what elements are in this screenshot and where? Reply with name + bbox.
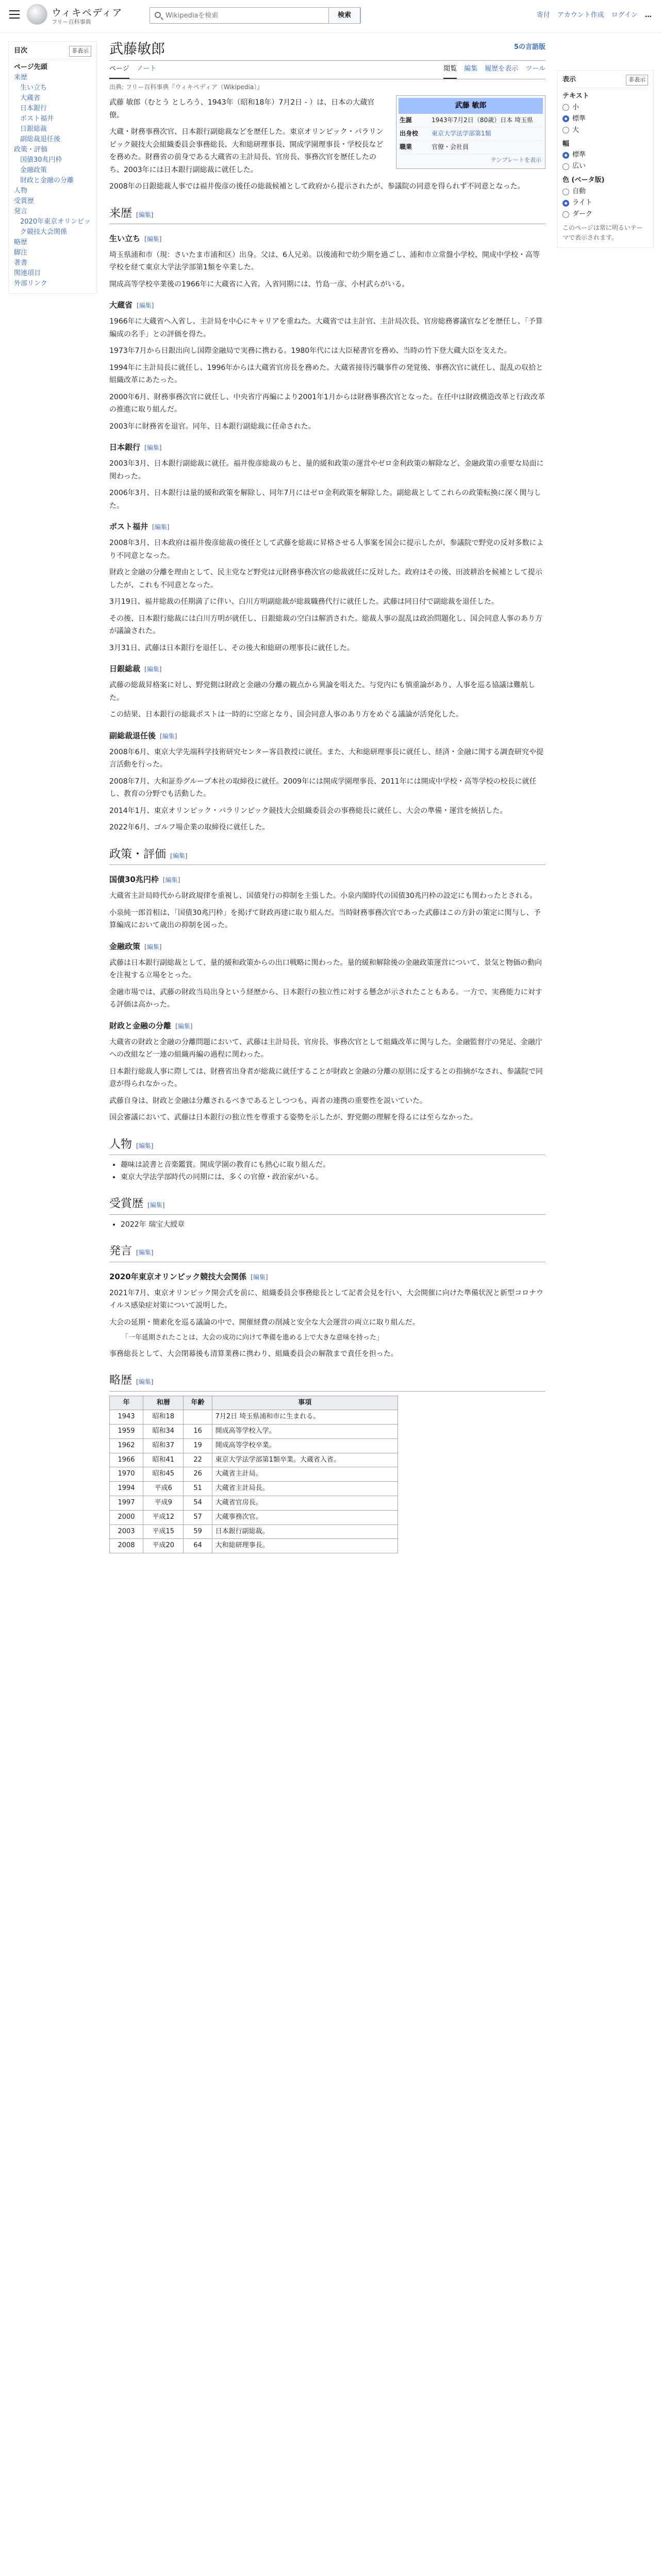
body-paragraph: 3月31日、武藤は日本銀行を退任し、その後大和総研の理事長に就任した。 bbox=[109, 643, 354, 652]
table-cell: 2000 bbox=[110, 1510, 143, 1524]
radio-label: ダーク bbox=[572, 210, 593, 218]
edit-label[interactable]: 編集 bbox=[162, 732, 175, 740]
heading-text: 人物 bbox=[109, 1138, 133, 1151]
section-heading-policy bbox=[109, 845, 545, 865]
table-cell: 大蔵省主計局長。 bbox=[212, 1482, 398, 1496]
table-cell: 1962 bbox=[110, 1438, 143, 1453]
main-menu-icon[interactable] bbox=[9, 10, 20, 19]
toc-item[interactable]: 外部リンク bbox=[14, 279, 47, 287]
radio-icon[interactable] bbox=[562, 163, 569, 170]
table-cell: 59 bbox=[184, 1524, 212, 1539]
table-cell: 東京大学法学部第1類卒業。大蔵省入省。 bbox=[212, 1453, 398, 1467]
color-auto[interactable] bbox=[562, 186, 648, 197]
tab-tools[interactable]: ツール bbox=[525, 65, 545, 73]
table-row bbox=[110, 1425, 398, 1439]
section-heading-statements bbox=[109, 1242, 545, 1262]
edit-section-link[interactable]: [編集] bbox=[136, 1249, 154, 1257]
body-paragraph: 武藤は日本銀行副総裁として、量的緩和政策からの出口戦略に関わった。量的緩和解除後の金融政策運営について、景気と物価の動向を注視する立場をとった。 bbox=[109, 958, 542, 980]
table-cell: 54 bbox=[184, 1496, 212, 1511]
section-heading-timeline bbox=[109, 1371, 545, 1391]
section-heading-monetary bbox=[109, 940, 545, 953]
width-label: 幅 bbox=[562, 140, 570, 148]
table-cell: 大和総研理事長。 bbox=[212, 1539, 398, 1553]
table-cell: 2008 bbox=[110, 1539, 143, 1553]
toc-item[interactable]: 脚注 bbox=[14, 248, 28, 257]
section-heading-mof bbox=[109, 299, 545, 311]
edit-label[interactable]: 編集 bbox=[253, 1273, 266, 1281]
body-paragraph: 開成高等学校卒業後の1966年に大蔵省に入省。入省同期には、竹島一彦、小村武らがいる。 bbox=[109, 280, 409, 289]
toc-item[interactable]: 関連項目 bbox=[14, 269, 41, 277]
table-row bbox=[110, 1496, 398, 1511]
edit-section-link[interactable]: [編集] bbox=[144, 943, 162, 951]
section-heading-birth bbox=[109, 232, 545, 245]
body-paragraph: 武藤自身は、財政と金融は分離されるべきであるとしつつも、両者の連携の重要性を説いていた。 bbox=[109, 1096, 427, 1105]
table-cell: 大蔵省主計局。 bbox=[212, 1467, 398, 1482]
toc-list bbox=[14, 62, 91, 289]
heading-text: 副総裁退任後 bbox=[109, 731, 156, 740]
lead-paragraph: 大蔵・財務事務次官、日本銀行副総裁などを歴任した。東京オリンピック・パラリンピック競技大会組織委員会事務総長、大和総研理事長、開成学園理事長・学校長などを務めた。財務省の前身である大蔵省の主計局長、官房長、事務次官を歴任したのち、2003年には日本銀行副総裁に就任した。 bbox=[109, 128, 384, 174]
radio-label: ライト bbox=[572, 199, 592, 207]
page-subtitle: 出典: フリー百科事典『ウィキペディア（Wikipedia）』 bbox=[109, 83, 263, 91]
table-cell: 昭和37 bbox=[143, 1438, 184, 1453]
section-heading-post bbox=[109, 520, 545, 533]
table-cell: 1997 bbox=[110, 1496, 143, 1511]
table-cell: 日本銀行副総裁。 bbox=[212, 1524, 398, 1539]
table-cell: 大蔵事務次官。 bbox=[212, 1510, 398, 1524]
template-link[interactable]: テンプレートを表示 bbox=[490, 157, 541, 164]
body-paragraph: 大蔵省主計局時代から財政規律を重視し、国債発行の抑制を主張した。小泉内閣時代の国債30兆円枠の設定にも関わったとされる。 bbox=[109, 892, 537, 901]
body-paragraph: 2021年7月、東京オリンピック開会式を前に、組織委員会事務総長として記者会見を行い、大会開催に向けた準備状況と新型コロナウイルス感染症対策について説明した。 bbox=[109, 1289, 543, 1310]
toc-item[interactable]: 日銀総裁 bbox=[20, 125, 47, 133]
tab-article[interactable]: ページ bbox=[109, 61, 129, 79]
heading-text: 金融政策 bbox=[109, 941, 141, 951]
toc-item[interactable]: 国債30兆円枠 bbox=[20, 156, 62, 164]
body-paragraph: 金融市場では、武藤の財政当局出身という経歴から、日本銀行の独立性に対する懸念が示されたこともある。一方で、実務能力に対する評価は高かった。 bbox=[109, 988, 542, 1009]
body-paragraph: その後、日本銀行総裁には白川方明が就任し、日銀総裁の空白は解消された。総裁人事の混乱は政治問題化し、国会同意人事のあり方が議論された。 bbox=[109, 614, 542, 636]
infobox-header: 武藤 敏郎 bbox=[399, 98, 543, 113]
table-cell: 1966 bbox=[110, 1453, 143, 1467]
list-item: • 趣味は読書と音楽鑑賞。開成学園の教育にも熱心に取り組んだ。 bbox=[121, 1159, 545, 1172]
appearance-hide-button[interactable]: 非表示 bbox=[626, 75, 648, 86]
tagline: フリー百科事典 bbox=[52, 19, 91, 25]
table-row bbox=[110, 1482, 398, 1496]
body-paragraph: 2003年に財務省を退官。同年、日本銀行副総裁に任命された。 bbox=[109, 422, 316, 431]
page-title: 武藤敏郎 bbox=[109, 41, 165, 57]
site-header bbox=[0, 0, 662, 33]
infobox-value[interactable]: 東京大学法学部第1類 bbox=[432, 129, 491, 137]
body-paragraph: 2000年6月、財務事務次官に就任し、中央省庁再編により2001年1月からは財務事務次官となった。在任中は財政構造改革と行政改革の推進に取り組んだ。 bbox=[109, 393, 545, 414]
table-row bbox=[110, 1410, 398, 1425]
table-row bbox=[110, 1539, 398, 1553]
toc-item[interactable]: 生い立ち bbox=[20, 83, 47, 92]
body-paragraph: 2008年7月、大和証券グループ本社の取締役に就任。2009年には開成学園理事長、2011年には開成中学校・高等学校の校長に就任し、教育の分野でも活動した。 bbox=[109, 777, 537, 799]
table-cell: 1994 bbox=[110, 1482, 143, 1496]
heading-text: 日銀総裁 bbox=[109, 664, 141, 674]
table-cell: 64 bbox=[184, 1539, 212, 1553]
table-cell: 昭和45 bbox=[143, 1467, 184, 1482]
edit-section-link[interactable]: [編集] bbox=[137, 302, 154, 310]
language-button[interactable]: 5の言語版 bbox=[514, 43, 545, 51]
radio-icon[interactable] bbox=[562, 189, 569, 195]
col-era: 和暦 bbox=[143, 1396, 184, 1410]
heading-text: 略歴 bbox=[109, 1374, 133, 1387]
body-paragraph: 1966年に大蔵省へ入省し、主計局を中心にキャリアを重ねた。大蔵省では主計官、主計局次長、官房総務審議官などを歴任し、「予算編成の名手」との評価を得た。 bbox=[109, 317, 543, 338]
table-row bbox=[110, 1510, 398, 1524]
quotation: 「一年延期されたことは、大会の成功に向けて準備を進める上で大きな意味を持った」 bbox=[122, 1334, 384, 1342]
table-cell: 1970 bbox=[110, 1467, 143, 1482]
toc-item[interactable]: 政策・評価 bbox=[14, 145, 48, 154]
toc-item[interactable]: ページ先頭 bbox=[14, 63, 47, 71]
lead-paragraph: 武藤 敏郎（むとう としろう、1943年（昭和18年）7月2日 - ）は、日本の大蔵官僚。 bbox=[109, 98, 375, 120]
radio-selected-icon[interactable] bbox=[562, 152, 569, 159]
section-heading-history bbox=[109, 205, 545, 224]
tab-edit[interactable]: 編集 bbox=[464, 65, 478, 73]
body-paragraph: 事務総長として、大会閉幕後も清算業務に携わり、組織委員会の解散まで責任を担った。 bbox=[109, 1349, 398, 1358]
edit-label[interactable]: 編集 bbox=[138, 1378, 151, 1386]
table-cell: 昭和18 bbox=[143, 1410, 184, 1425]
edit-section-link[interactable]: [編集] bbox=[152, 523, 170, 531]
radio-label: 標準 bbox=[572, 114, 586, 123]
edit-section-link[interactable]: [編集] bbox=[136, 1142, 154, 1149]
table-cell: 平成20 bbox=[143, 1539, 184, 1553]
radio-label: 広い bbox=[572, 162, 586, 171]
edit-label[interactable]: 編集 bbox=[146, 235, 159, 243]
heading-text: 生い立ち bbox=[109, 233, 141, 243]
toc-item[interactable]: 副総裁退任後 bbox=[20, 135, 61, 143]
toc-item[interactable]: 財政と金融の分離 bbox=[20, 176, 74, 184]
col-age: 年齢 bbox=[184, 1396, 212, 1410]
edit-section-link[interactable]: [編集] bbox=[144, 235, 162, 243]
table-cell: 平成9 bbox=[143, 1496, 184, 1511]
text-size-small[interactable] bbox=[562, 102, 648, 113]
toc-item[interactable]: 金融政策 bbox=[20, 166, 47, 174]
heading-text: 国債30兆円枠 bbox=[109, 875, 159, 885]
main-content bbox=[109, 33, 545, 1557]
color-label: 色 (ベータ版) bbox=[562, 176, 605, 184]
body-paragraph: 武藤の総裁昇格案に対し、野党側は財政と金融の分離の観点から異論を唱えた。与党内にも慎重論があり、人事を巡る協議は難航した。 bbox=[109, 681, 535, 702]
heading-text: 来歴 bbox=[109, 207, 133, 220]
text-size-large[interactable] bbox=[562, 125, 648, 136]
radio-selected-icon[interactable] bbox=[562, 200, 569, 207]
user-links bbox=[537, 10, 652, 21]
edit-section-link[interactable]: [編集] bbox=[144, 444, 162, 452]
table-cell: 2003 bbox=[110, 1524, 143, 1539]
width-wide[interactable] bbox=[562, 161, 648, 172]
more-options-icon[interactable]: … bbox=[645, 11, 652, 19]
toc-item[interactable]: 2020年東京オリンピック競技大会関係 bbox=[20, 217, 91, 236]
appearance-panel bbox=[557, 70, 654, 256]
col-event: 事項 bbox=[212, 1396, 398, 1410]
toc-item[interactable]: 人物 bbox=[14, 187, 28, 195]
wikipedia-logo[interactable] bbox=[27, 4, 47, 25]
create-account-link[interactable]: アカウント作成 bbox=[557, 11, 604, 19]
table-cell: 22 bbox=[184, 1453, 212, 1467]
edit-section-link[interactable]: [編集] bbox=[147, 1201, 165, 1209]
edit-label[interactable]: 編集 bbox=[150, 1201, 162, 1209]
body-paragraph: 2006年3月、日本銀行は量的緩和政策を解除し、同年7月にはゼロ金利政策を解除した。副総裁としてこれらの政策転換に深く関与した。 bbox=[109, 489, 541, 510]
edit-label[interactable]: 編集 bbox=[172, 852, 185, 859]
heading-text: 日本銀行 bbox=[109, 443, 141, 452]
edit-label[interactable]: 編集 bbox=[138, 211, 151, 218]
donate-link[interactable]: 寄付 bbox=[536, 11, 550, 19]
width-standard[interactable] bbox=[562, 149, 648, 161]
edit-section-link[interactable]: [編集] bbox=[136, 211, 154, 218]
radio-label: 自動 bbox=[572, 188, 586, 196]
heading-text: 財政と金融の分離 bbox=[109, 1021, 172, 1030]
infobox-key: 生誕 bbox=[400, 116, 412, 124]
page-tabs bbox=[109, 61, 545, 79]
body-paragraph: 日本銀行総裁人事に際しては、財務省出身者が総裁に就任することが財政と金融の分離の原則に反するとの指摘がなされ、参議院で同意が得られなかった。 bbox=[109, 1067, 543, 1089]
toc-item[interactable]: ポスト福井 bbox=[20, 114, 54, 123]
body-paragraph: 1973年7月から日銀出向し国際金融局で実務に携わる。1980年代には大臣秘書官を務め、当時の竹下登大蔵大臣を支えた。 bbox=[109, 347, 511, 355]
wordmark[interactable]: ウィキペディア bbox=[52, 7, 123, 19]
edit-label[interactable]: 編集 bbox=[138, 1142, 151, 1149]
body-paragraph: 小泉純一郎首相は、「国債30兆円枠」を掲げて財政再建に取り組んだ。当時財務事務次官であった武藤はこの方針の策定に関与し、予算編成において歳出の抑制を図った。 bbox=[109, 908, 541, 930]
edit-label[interactable]: 編集 bbox=[146, 666, 159, 673]
search-button[interactable]: 検索 bbox=[328, 7, 360, 24]
table-cell: 開成高等学校卒業。 bbox=[212, 1438, 398, 1453]
heading-text: 発言 bbox=[109, 1245, 133, 1258]
body-paragraph: 2008年6月、東京大学先端科学技術研究センター客員教授に就任。また、大和総研理事長に就任し、経済・金融に関する調査研究や提言活動を行った。 bbox=[109, 748, 543, 769]
toc-item[interactable]: 来歴 bbox=[14, 73, 28, 81]
heading-text: 政策・評価 bbox=[109, 848, 167, 861]
toc-item[interactable]: 日本銀行 bbox=[20, 104, 47, 112]
table-cell: 平成15 bbox=[143, 1524, 184, 1539]
edit-section-link[interactable]: [編集] bbox=[175, 1022, 193, 1030]
edit-label[interactable]: 編集 bbox=[154, 523, 167, 531]
table-row bbox=[110, 1524, 398, 1539]
col-year: 年 bbox=[110, 1396, 143, 1410]
body-paragraph: この結果、日本銀行の総裁ポストは一時的に空席となり、国会同意人事のあり方をめぐる議論が活発化した。 bbox=[109, 710, 463, 719]
body-paragraph: 財政と金融の分離を理由として、民主党など野党は元財務事務次官の総裁就任に反対した。政府はその後、田波耕治を候補として提示したが、これも不同意となった。 bbox=[109, 568, 542, 589]
body-paragraph: 2014年1月、東京オリンピック・パラリンピック競技大会組織委員会の事務総長に就任し、大会の準備・運営を統括した。 bbox=[109, 806, 507, 815]
edit-section-link[interactable]: [編集] bbox=[144, 666, 162, 673]
heading-text: 大蔵省 bbox=[109, 300, 133, 310]
body-paragraph: 大会の延期・簡素化を巡る議論の中で、開催経費の削減と安全な大会運営の両立に取り組んだ。 bbox=[109, 1318, 420, 1327]
body-paragraph: 埼玉県浦和市（現：さいたま市浦和区）出身。父は、6人兄弟。以後浦和で幼少期を過ごし、浦和市立常盤小学校、開成中学校・高等学校を経て東京大学法学部第1類を卒業した。 bbox=[109, 250, 540, 272]
infobox-key: 職業 bbox=[400, 143, 412, 150]
toc-item[interactable]: 受賞歴 bbox=[14, 197, 35, 205]
list-item: • 2022年 瑞宝大綬章 bbox=[121, 1219, 545, 1231]
edit-label[interactable]: 編集 bbox=[138, 1249, 151, 1257]
body-paragraph: 大蔵省の財政と金融の分離問題において、武藤は主計局長、官房長、事務次官として組織改革に関与した。金融監督庁の発足、金融庁への改組など一連の組織再編の過程に関わった。 bbox=[109, 1038, 542, 1059]
lead-paragraph: 2008年の日銀総裁人事では福井俊彦の後任の総裁候補として政府から提示されたが、参議院の同意を得られず不同意となった。 bbox=[109, 182, 525, 191]
table-cell: 57 bbox=[184, 1510, 212, 1524]
timeline-table bbox=[109, 1396, 398, 1554]
heading-text: 受賞歴 bbox=[109, 1197, 144, 1211]
body-paragraph: 3月19日、福井総裁の任期満了に伴い、白川方明副総裁が総裁職務代行に就任した。武藤は同日付で副総裁を退任した。 bbox=[109, 598, 499, 606]
edit-section-link[interactable]: [編集] bbox=[162, 876, 180, 884]
table-cell: 平成6 bbox=[143, 1482, 184, 1496]
edit-section-link[interactable]: [編集] bbox=[251, 1273, 268, 1281]
edit-label[interactable]: 編集 bbox=[146, 943, 159, 951]
table-cell: 19 bbox=[184, 1438, 212, 1453]
table-cell: 16 bbox=[184, 1425, 212, 1439]
table-cell: 大蔵省官房長。 bbox=[212, 1496, 398, 1511]
login-link[interactable]: ログイン bbox=[611, 11, 638, 19]
body-paragraph: 2003年3月、日本銀行副総裁に就任。福井俊彦総裁のもと、量的緩和政策の運営やゼロ金利政策の解除など、金融政策の重要な局面に関わった。 bbox=[109, 460, 544, 481]
color-light[interactable] bbox=[562, 197, 648, 209]
infobox-value: 官僚・会社員 bbox=[432, 143, 469, 150]
edit-section-link[interactable]: [編集] bbox=[160, 732, 177, 740]
infobox-value: 1943年7月2日（80歳）日本 埼玉県 bbox=[432, 116, 533, 124]
tab-read[interactable]: 閲覧 bbox=[443, 61, 457, 79]
table-cell: 51 bbox=[184, 1482, 212, 1496]
list-item: • 東京大学法学部時代の同期には、多くの官僚・政治家がいる。 bbox=[121, 1172, 545, 1184]
table-cell: 7月2日 埼玉県浦和市に生まれる。 bbox=[212, 1410, 398, 1425]
table-cell: 26 bbox=[184, 1467, 212, 1482]
radio-label: 小 bbox=[572, 103, 580, 111]
table-cell: 開成高等学校入学。 bbox=[212, 1425, 398, 1439]
table-cell: 平成12 bbox=[143, 1510, 184, 1524]
toc-title: 目次 bbox=[14, 47, 28, 55]
table-row bbox=[110, 1453, 398, 1467]
body-paragraph: 2022年6月、ゴルフ場企業の取締役に就任した。 bbox=[109, 823, 270, 832]
text-size-label: テキスト bbox=[562, 92, 589, 100]
toc-item[interactable]: 大蔵省 bbox=[20, 94, 41, 102]
radio-icon[interactable] bbox=[562, 211, 569, 218]
text-size-standard[interactable] bbox=[562, 113, 648, 125]
body-paragraph: 国会審議において、武藤は日本銀行の独立性を尊重する姿勢を示したが、野党側の理解を得るには至らなかった。 bbox=[109, 1113, 477, 1122]
table-cell: 1943 bbox=[110, 1410, 143, 1425]
color-dark[interactable] bbox=[562, 209, 648, 220]
radio-icon[interactable] bbox=[562, 127, 569, 133]
edit-label[interactable]: 編集 bbox=[139, 302, 152, 310]
body-paragraph: 2008年3月、日本政府は福井俊彦総裁の後任として武藤を総裁に昇格させる人事案を国会に提示したが、参議院で野党の反対多数により不同意となった。 bbox=[109, 539, 544, 560]
edit-label[interactable]: 編集 bbox=[146, 444, 159, 452]
radio-icon[interactable] bbox=[562, 104, 569, 111]
heading-text: ポスト福井 bbox=[109, 522, 148, 532]
tab-talk[interactable]: ノート bbox=[136, 65, 157, 73]
toc-item[interactable]: 略歴 bbox=[14, 238, 28, 246]
appearance-title: 表示 bbox=[562, 76, 576, 83]
table-cell: 1959 bbox=[110, 1425, 143, 1439]
search-box bbox=[150, 7, 361, 24]
table-cell: 昭和34 bbox=[143, 1425, 184, 1439]
edit-label[interactable]: 編集 bbox=[165, 876, 178, 884]
section-heading-awards bbox=[109, 1195, 545, 1214]
table-row bbox=[110, 1467, 398, 1482]
toc-item[interactable]: 発言 bbox=[14, 207, 28, 215]
search-input[interactable] bbox=[166, 10, 320, 21]
toc-item[interactable]: 著書 bbox=[14, 259, 28, 267]
infobox-key: 出身校 bbox=[400, 129, 419, 137]
radio-label: 標準 bbox=[572, 151, 586, 159]
radio-selected-icon[interactable] bbox=[562, 115, 569, 122]
table-cell: 昭和41 bbox=[143, 1453, 184, 1467]
section-heading-boj bbox=[109, 441, 545, 453]
search-icon bbox=[155, 12, 161, 18]
color-note: このページは常に明るいテーマで表示されます。 bbox=[562, 224, 643, 242]
heading-text: 2020年東京オリンピック競技大会関係 bbox=[109, 1272, 247, 1281]
body-paragraph: 1994年に主計局長に就任し、1996年からは大蔵省官房長を務めた。大蔵省接待汚職事件の発覚後、事務次官に就任し、混乱の収拾と組織改革にあたった。 bbox=[109, 363, 543, 385]
section-heading-separation bbox=[109, 1020, 545, 1032]
edit-section-link[interactable]: [編集] bbox=[170, 852, 188, 859]
edit-label[interactable]: 編集 bbox=[177, 1022, 190, 1030]
table-of-contents bbox=[8, 41, 97, 294]
section-heading-person bbox=[109, 1136, 545, 1155]
infobox bbox=[396, 95, 545, 169]
section-heading-after bbox=[109, 730, 545, 742]
table-cell bbox=[184, 1410, 212, 1425]
table-row bbox=[110, 1438, 398, 1453]
section-heading-governor bbox=[109, 663, 545, 675]
section-heading-tokyo2020 bbox=[109, 1270, 545, 1283]
section-heading-30t bbox=[109, 873, 545, 886]
toc-hide-button[interactable]: 非表示 bbox=[69, 46, 91, 57]
tab-history[interactable]: 履歴を表示 bbox=[485, 65, 519, 73]
radio-label: 大 bbox=[572, 126, 580, 134]
edit-section-link[interactable]: [編集] bbox=[136, 1378, 154, 1386]
